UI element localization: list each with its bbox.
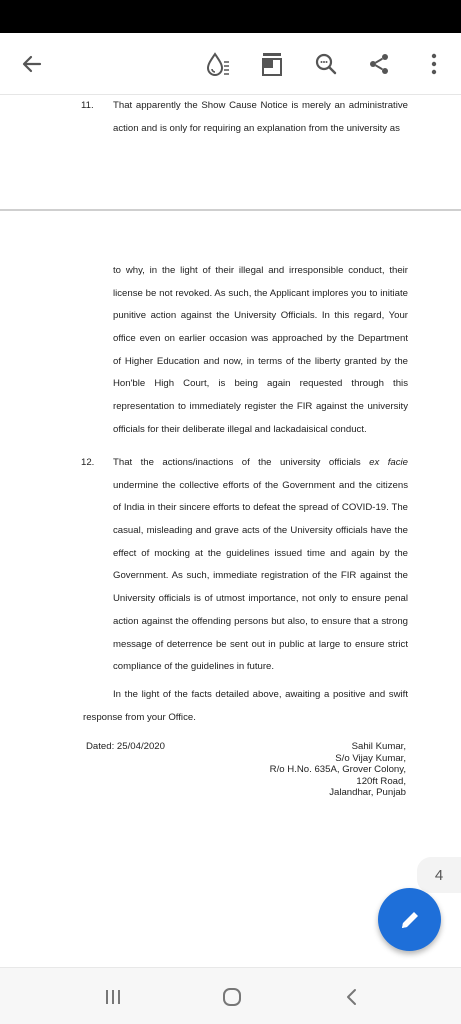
share-button[interactable] (357, 33, 401, 95)
text-line: University officials is of utmost importance, not only to ensure penal (113, 593, 408, 605)
text-line: In the light of the facts detailed above, awaiting a positive and swift (113, 689, 408, 700)
share-icon (367, 52, 391, 76)
text-line: of India in their sincere efforts to defeat the spread of COVID-19. The (113, 502, 408, 514)
arrow-left-icon (20, 52, 44, 76)
text-line: to why, in the light of their illegal and irresponsible conduct, their (113, 265, 408, 276)
top-toolbar (0, 33, 461, 95)
text-line: officials for their deliberate illegal and lackadaisical conduct. (113, 423, 367, 435)
home-button[interactable] (202, 968, 262, 1024)
paragraph-12 (81, 452, 408, 679)
text-line: action and is only for requiring an explanation from the university as (113, 122, 400, 134)
text-line: punitive action against the University Officials. In this regard, Your (113, 310, 408, 322)
ink-button[interactable] (196, 33, 240, 95)
layout-button[interactable] (250, 33, 294, 95)
text-line: undermine the collective efforts of the Government and the citizens (113, 479, 408, 491)
edit-fab-button[interactable] (378, 888, 441, 951)
text-line: That the actions/inactions of the university officials ex facie (113, 457, 408, 468)
text-line: representation to immediately register the FIR against the university (113, 401, 408, 413)
text-line: Hon'ble High Court, is being again requested through this (113, 378, 408, 390)
recents-icon (103, 988, 123, 1006)
page-number-indicator: 4 (417, 857, 461, 893)
text-line: action against the offending persons but also, to ensure that a strong (113, 615, 408, 627)
text-line: response from your Office. (83, 711, 196, 723)
paragraph-number: 11. (81, 100, 94, 111)
more-vertical-icon (430, 53, 438, 75)
paragraph-11-top (81, 95, 408, 140)
back-button[interactable] (10, 33, 54, 95)
text-line: casual, misleading and grave acts of the University officials have the (113, 525, 408, 537)
system-nav-bar (0, 967, 461, 1024)
edit-pencil-icon (398, 908, 422, 932)
ink-drop-icon (204, 50, 232, 78)
text-line: message of deterrence be sent out in public at large to ensure strict (113, 638, 408, 650)
dated-line: Dated: 25/04/2020 (86, 741, 165, 752)
status-bar (0, 0, 461, 33)
signature-line: S/o Vijay Kumar, (335, 752, 406, 764)
page-divider (0, 209, 461, 211)
text-line: effect of mocking at the guidelines issued time and again by the (113, 547, 408, 559)
recents-button[interactable] (83, 968, 143, 1024)
nav-back-icon (345, 986, 359, 1008)
search-icon (314, 52, 338, 76)
nav-back-button[interactable] (322, 968, 382, 1024)
signature-line: 120ft Road, (356, 775, 406, 787)
text-line: of Higher Education and now, in terms of the liberty granted by the (113, 355, 408, 367)
text-line: office even on earlier occasion was approached by the Department (113, 333, 408, 345)
paragraph-number: 12. (81, 457, 95, 468)
document-viewer[interactable] (0, 95, 461, 967)
signature-block (270, 741, 406, 799)
signature-line: Jalandhar, Punjab (329, 787, 406, 798)
paragraph-11-continued (113, 260, 408, 442)
home-icon (221, 986, 243, 1008)
text-line: license be not revoked. As such, the Applicant implores you to initiate (113, 287, 408, 299)
text-line: That apparently the Show Cause Notice is merely an administrative (113, 100, 408, 111)
text-line: compliance of the guidelines in future. (113, 661, 275, 673)
search-button[interactable] (304, 33, 348, 95)
text-line: Government. As such, immediate registration of the FIR against the (113, 570, 408, 582)
signature-line: Sahil Kumar, (351, 741, 406, 752)
page-layout-icon (260, 51, 284, 77)
closing-paragraph (83, 684, 408, 729)
signature-line: R/o H.No. 635A, Grover Colony, (269, 764, 406, 775)
more-button[interactable] (412, 33, 456, 95)
